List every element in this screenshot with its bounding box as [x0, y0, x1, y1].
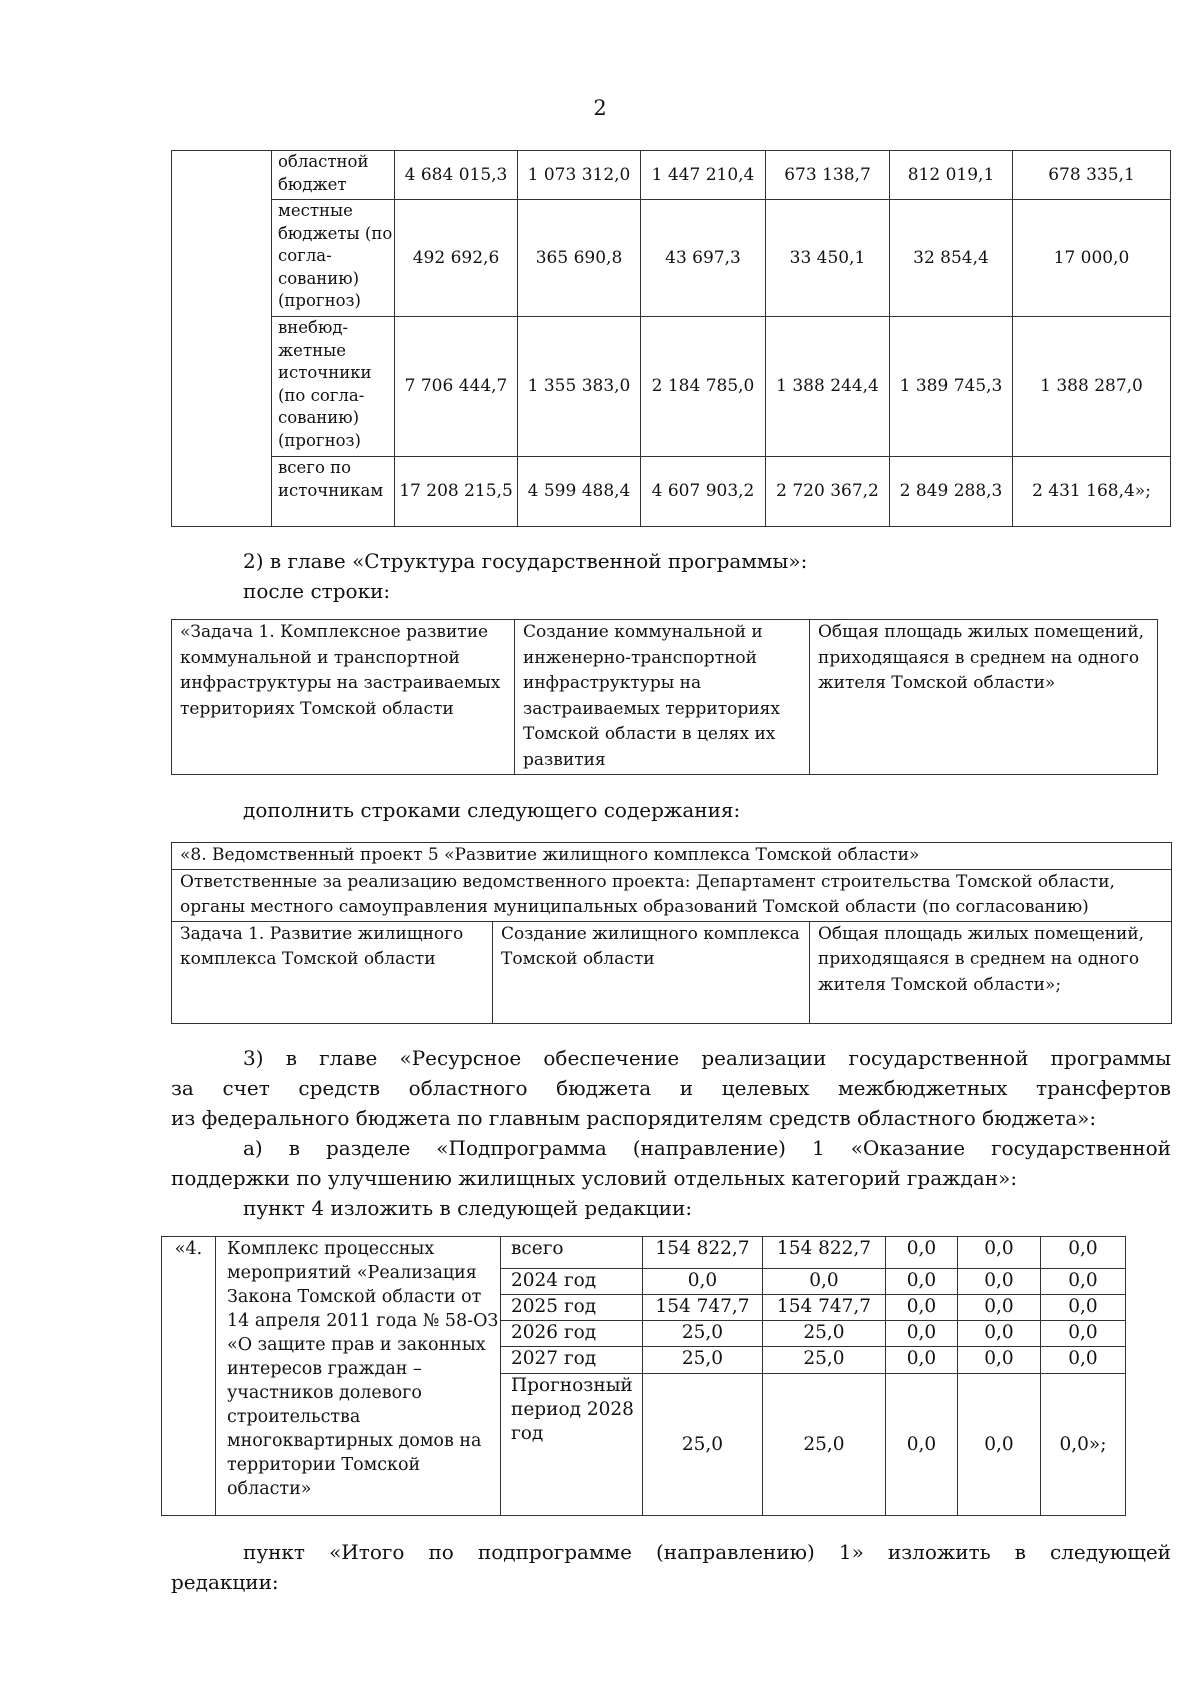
value-regional: 25,0	[763, 1347, 886, 1374]
funding-sources-table	[171, 150, 1171, 527]
goal-cell: Создание жилищного комплекса Томской области	[493, 921, 810, 1023]
table-row	[162, 1237, 1126, 1269]
value-2024: 1 073 312,0	[518, 151, 641, 200]
value-2026: 1 388 244,4	[766, 317, 890, 457]
value-2024: 1 355 383,0	[518, 317, 641, 457]
section3-intro-line: из федерального бюджета по главным распорядителям средств областного бюджета»:	[171, 1106, 1097, 1130]
value-total: 4 684 015,3	[395, 151, 518, 200]
value-federal: 0,0	[886, 1269, 958, 1295]
value-2026: 2 720 367,2	[766, 457, 890, 527]
row-label: всего по источникам	[272, 457, 395, 527]
period-label: всего	[501, 1237, 643, 1269]
value-extrabudget: 0,0»;	[1041, 1374, 1126, 1516]
value-local: 0,0	[958, 1347, 1041, 1374]
value-federal: 0,0	[886, 1374, 958, 1516]
value-federal: 0,0	[886, 1347, 958, 1374]
append-instruction: дополнить строками следующего содержания:	[243, 798, 741, 822]
row-label: внебюд-жетные источники (по согла-сованию) (прогноз)	[272, 317, 395, 457]
table-row	[172, 921, 1172, 1023]
point4-instruction: пункт 4 изложить в следующей редакции:	[243, 1196, 693, 1220]
page-number: 2	[593, 96, 607, 120]
value-regional: 25,0	[763, 1321, 886, 1347]
section2-heading: 2) в главе «Структура государственной программы»:	[243, 549, 808, 573]
value-total: 492 692,6	[395, 200, 518, 317]
value-2027: 812 019,1	[890, 151, 1013, 200]
value-extrabudget: 0,0	[1041, 1347, 1126, 1374]
period-label: Прогнозный период 2028 год	[501, 1374, 643, 1516]
period-label: 2024 год	[501, 1269, 643, 1295]
period-label: 2027 год	[501, 1347, 643, 1374]
value-total: 154 822,7	[643, 1237, 763, 1269]
value-2025: 2 184 785,0	[641, 317, 766, 457]
value-local: 0,0	[958, 1295, 1041, 1321]
value-2028: 17 000,0	[1013, 200, 1171, 317]
value-local: 0,0	[958, 1374, 1041, 1516]
section3-intro-line: за счет средств областного бюджета и целевых межбюджетных трансфертов	[171, 1076, 1171, 1100]
value-regional: 154 747,7	[763, 1295, 886, 1321]
value-extrabudget: 0,0	[1041, 1237, 1126, 1269]
value-2028: 2 431 168,4»;	[1013, 457, 1171, 527]
value-2027: 32 854,4	[890, 200, 1013, 317]
value-2024: 365 690,8	[518, 200, 641, 317]
value-2027: 2 849 288,3	[890, 457, 1013, 527]
value-2025: 1 447 210,4	[641, 151, 766, 200]
task-cell: «Задача 1. Комплексное развитие коммунальной и транспортной инфраструктуры на застраиваемых территориях Томской области	[172, 620, 515, 775]
table-row	[172, 620, 1158, 775]
value-total: 7 706 444,7	[395, 317, 518, 457]
item-number: «4.	[162, 1237, 216, 1516]
task-cell: Задача 1. Развитие жилищного комплекса Томской области	[172, 921, 493, 1023]
table-row	[172, 869, 1172, 921]
table-row	[172, 843, 1172, 870]
row-label: областной бюджет	[272, 151, 395, 200]
subsection-a-line: а) в разделе «Подпрограмма (направление) 1 «Оказание государственной	[243, 1136, 1171, 1160]
section2-after-row: после строки:	[243, 579, 391, 603]
value-total: 25,0	[643, 1321, 763, 1347]
value-regional: 25,0	[763, 1374, 886, 1516]
value-local: 0,0	[958, 1321, 1041, 1347]
structure-old-row-table	[171, 619, 1158, 775]
value-2026: 33 450,1	[766, 200, 890, 317]
value-2028: 1 388 287,0	[1013, 317, 1171, 457]
subsection-a-line: поддержки по улучшению жилищных условий отдельных категорий граждан»:	[171, 1166, 1018, 1190]
goal-cell: Создание коммунальной и инженерно-транспортной инфраструктуры на застраиваемых территориях Томской области в целях их развития	[515, 620, 810, 775]
value-2027: 1 389 745,3	[890, 317, 1013, 457]
period-label: 2025 год	[501, 1295, 643, 1321]
total-instruction	[171, 1537, 1171, 1597]
value-regional: 154 822,7	[763, 1237, 886, 1269]
empty-cell	[172, 151, 272, 527]
value-total: 25,0	[643, 1374, 763, 1516]
value-total: 154 747,7	[643, 1295, 763, 1321]
value-extrabudget: 0,0	[1041, 1269, 1126, 1295]
value-federal: 0,0	[886, 1321, 958, 1347]
section3-intro-line: 3) в главе «Ресурсное обеспечение реализации государственной программы	[243, 1046, 1171, 1070]
value-local: 0,0	[958, 1237, 1041, 1269]
value-2026: 673 138,7	[766, 151, 890, 200]
value-total: 0,0	[643, 1269, 763, 1295]
indicator-cell: Общая площадь жилых помещений, приходящаяся в среднем на одного жителя Томской области»	[810, 620, 1158, 775]
table-row	[172, 200, 1171, 317]
period-label: 2026 год	[501, 1321, 643, 1347]
total-instruction-line: редакции:	[171, 1570, 279, 1594]
value-extrabudget: 0,0	[1041, 1295, 1126, 1321]
section3-intro	[171, 1043, 1171, 1223]
indicator-cell: Общая площадь жилых помещений, приходящаяся в среднем на одного жителя Томской области»;	[810, 921, 1172, 1023]
project-title-cell: «8. Ведомственный проект 5 «Развитие жилищного комплекса Томской области»	[172, 843, 1172, 870]
item-name: Комплекс процессных мероприятий «Реализация Закона Томской области от 14 апреля 2011 года № 58-ОЗ «О защите прав и законных интересов граждан – участников долевого строительства многоквартирных домов на территории Томской области»	[216, 1237, 501, 1516]
row-label: местные бюджеты (по согла-сованию) (прогноз)	[272, 200, 395, 317]
structure-new-rows-table	[171, 842, 1172, 1024]
value-2024: 4 599 488,4	[518, 457, 641, 527]
value-2025: 4 607 903,2	[641, 457, 766, 527]
table-row	[172, 317, 1171, 457]
value-federal: 0,0	[886, 1237, 958, 1269]
value-federal: 0,0	[886, 1295, 958, 1321]
point4-table	[161, 1236, 1126, 1516]
value-2025: 43 697,3	[641, 200, 766, 317]
total-instruction-line: пункт «Итого по подпрограмме (направлению) 1» изложить в следующей	[243, 1540, 1171, 1564]
table-row	[172, 457, 1171, 527]
responsible-cell: Ответственные за реализацию ведомственного проекта: Департамент строительства Томской области, органы местного самоуправления муниципальных образований Томской области (по согласованию)	[172, 869, 1172, 921]
value-local: 0,0	[958, 1269, 1041, 1295]
value-total: 25,0	[643, 1347, 763, 1374]
value-regional: 0,0	[763, 1269, 886, 1295]
value-extrabudget: 0,0	[1041, 1321, 1126, 1347]
value-total: 17 208 215,5	[395, 457, 518, 527]
table-row	[172, 151, 1171, 200]
value-2028: 678 335,1	[1013, 151, 1171, 200]
